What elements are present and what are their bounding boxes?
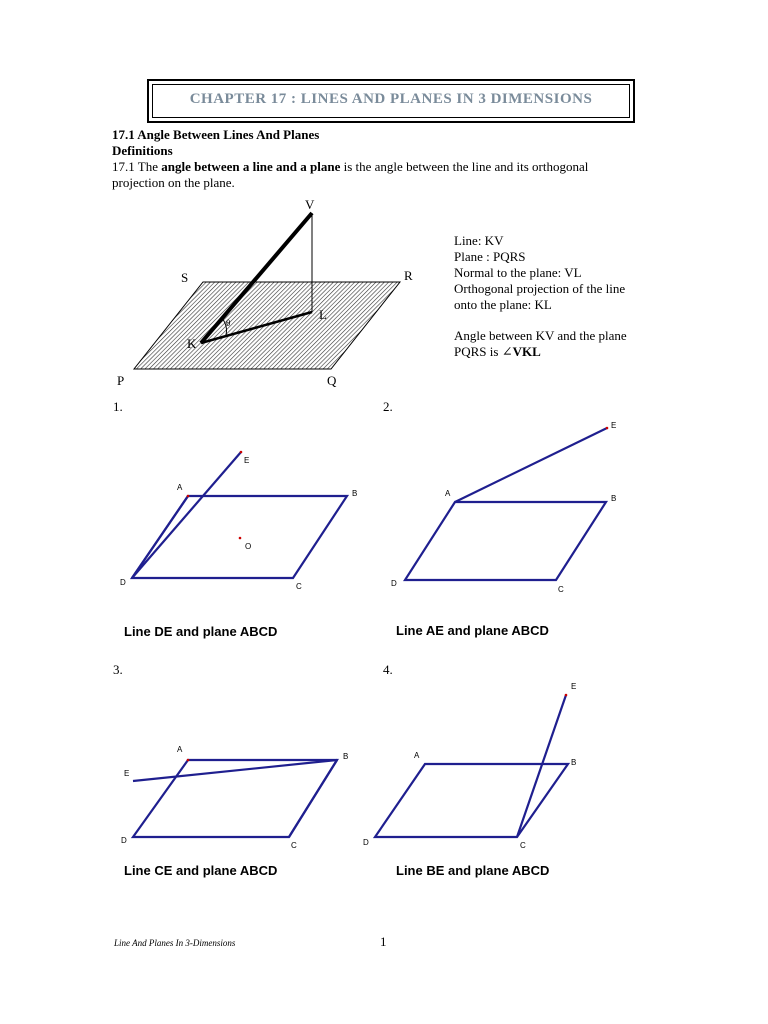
example-1-number: 1. <box>113 399 123 414</box>
example-4-number: 4. <box>383 662 393 677</box>
ex4-label-e: E <box>571 682 577 691</box>
ex1-label-e: E <box>244 456 250 465</box>
ex2-caption: Line AE and plane ABCD <box>396 623 549 638</box>
ex3-caption: Line CE and plane ABCD <box>124 863 278 878</box>
ex4-point-e <box>565 694 568 697</box>
note-projection-1: Orthogonal projection of the line <box>454 281 626 296</box>
def-rest: is the angle between the line and its orthogonal <box>340 159 589 174</box>
label-l: L <box>319 307 327 322</box>
ex4-label-a: A <box>414 751 420 760</box>
ex1-label-o: O <box>245 542 252 551</box>
label-p: P <box>117 373 125 388</box>
ex1-caption: Line DE and plane ABCD <box>124 624 278 639</box>
ex1-label-d: D <box>120 578 126 587</box>
ex4-caption: Line BE and plane ABCD <box>396 863 550 878</box>
label-v: V <box>305 197 315 212</box>
ex1-label-b: B <box>352 489 358 498</box>
angle-symbol: ∠ <box>501 344 513 359</box>
ex3-label-a: A <box>177 745 183 754</box>
note-line: Line: KV <box>454 233 504 248</box>
ex3-label-c: C <box>291 841 297 850</box>
ex1-line-de <box>132 452 241 578</box>
definition-line-2: projection on the plane. <box>112 175 235 190</box>
ex1-point-e <box>240 451 243 454</box>
label-r: R <box>404 268 413 283</box>
label-q: Q <box>327 373 337 388</box>
ex4-line-ce <box>517 695 566 837</box>
ex2-point-e <box>606 427 609 430</box>
ex1-point-o <box>239 537 242 540</box>
angle-text-1: Angle between KV and the plane <box>454 328 627 343</box>
definitions-heading: Definitions <box>112 143 173 158</box>
ex3-label-e: E <box>124 769 130 778</box>
angle-name: VKL <box>512 344 541 359</box>
note-plane: Plane : PQRS <box>454 249 526 264</box>
ex1-label-a: A <box>177 483 183 492</box>
example-2-number: 2. <box>383 399 393 414</box>
ex1-point-a <box>187 495 190 498</box>
note-normal: Normal to the plane: VL <box>454 265 582 280</box>
ex4-label-c: C <box>520 841 526 850</box>
ex2-line-ae <box>455 428 607 502</box>
section-heading: 17.1 Angle Between Lines And Planes <box>112 127 320 142</box>
ex3-label-b: B <box>343 752 349 761</box>
ex2-label-e: E <box>611 421 617 430</box>
ex3-point-a <box>187 759 190 762</box>
label-s: S <box>181 270 189 285</box>
ex3-line-ce <box>289 760 337 837</box>
ex2-label-d: D <box>391 579 397 588</box>
def-bold: angle between a line and a plane <box>161 159 341 174</box>
angle-prefix: PQRS is <box>454 344 502 359</box>
ex4-label-b: B <box>571 758 577 767</box>
chapter-title: CHAPTER 17 : LINES AND PLANES IN 3 DIMENSIONS <box>189 91 593 107</box>
label-theta: θ <box>226 318 231 328</box>
ex1-line-da <box>132 496 188 578</box>
ex3-line-be <box>133 760 337 781</box>
def-prefix: 17.1 The <box>112 159 162 174</box>
ex2-label-a: A <box>445 489 451 498</box>
note-projection-2: onto the plane: KL <box>454 297 552 312</box>
label-k: K <box>187 336 197 351</box>
ex2-label-c: C <box>558 585 564 594</box>
page-number: 1 <box>380 934 387 949</box>
footer-text: Line And Planes In 3-Dimensions <box>114 938 236 948</box>
ex2-plane <box>405 502 606 580</box>
ex1-label-c: C <box>296 582 302 591</box>
ex2-label-b: B <box>611 494 617 503</box>
ex3-label-d: D <box>121 836 127 845</box>
example-3-number: 3. <box>113 662 123 677</box>
ex4-label-d: D <box>363 838 369 847</box>
